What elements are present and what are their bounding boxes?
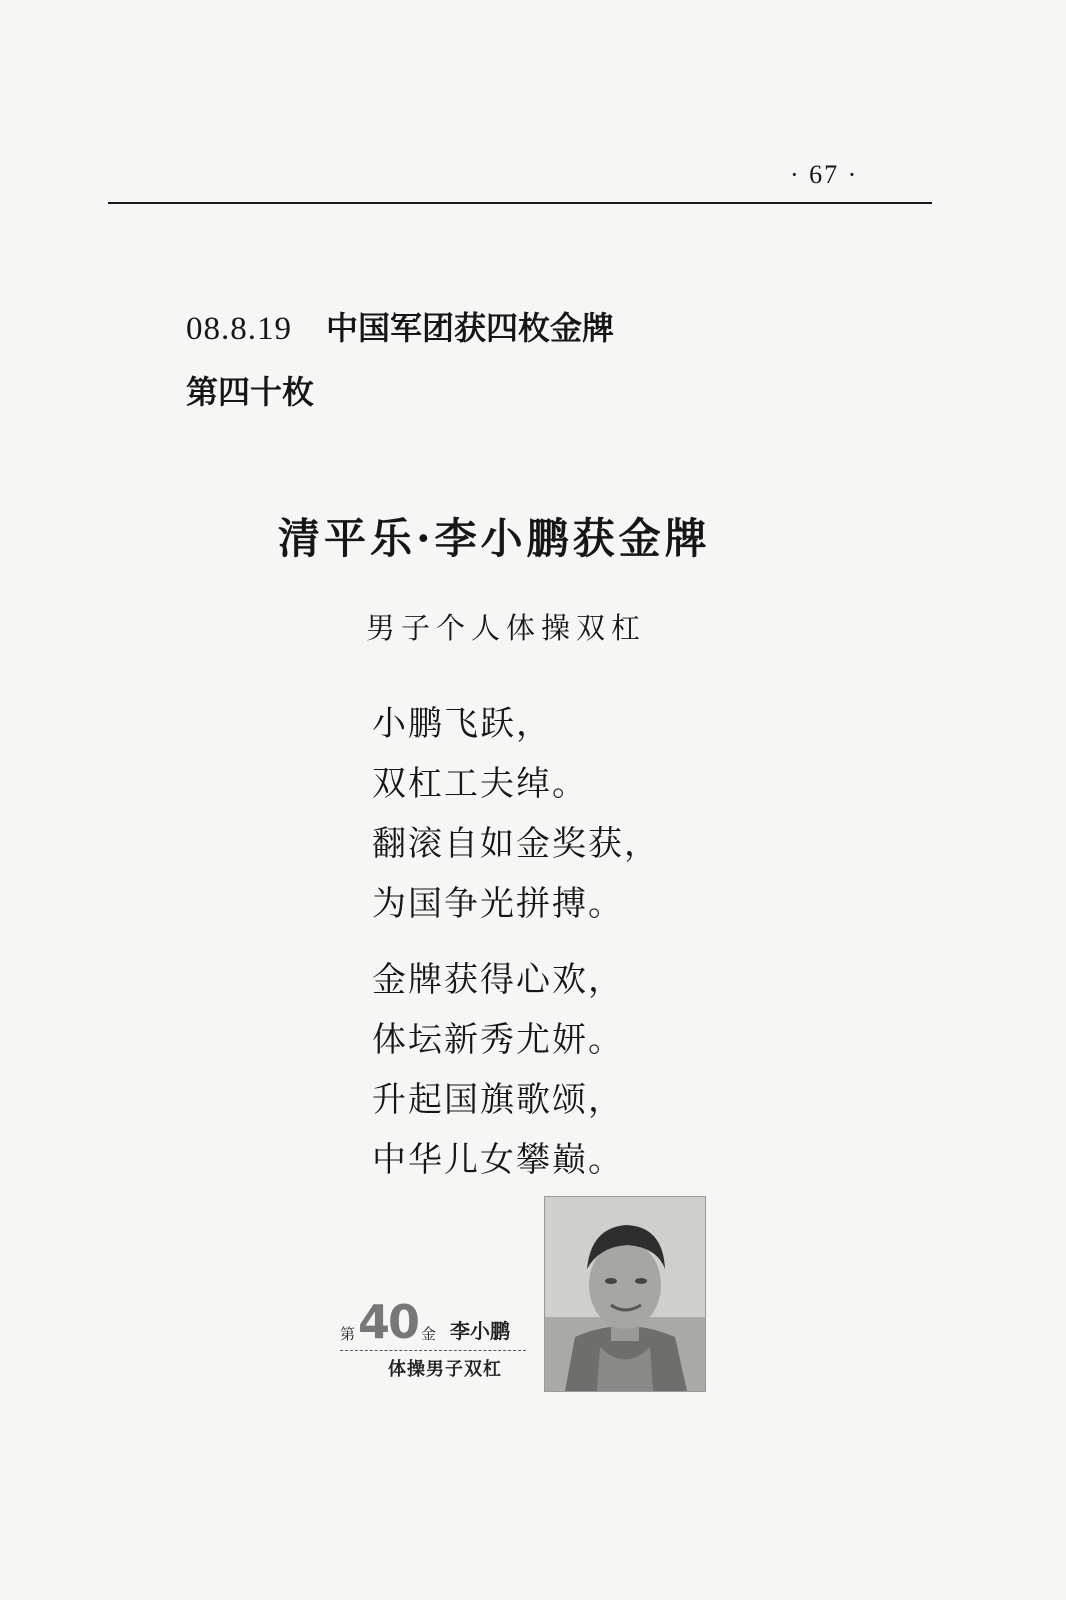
athlete-portrait-illustration: [545, 1197, 705, 1391]
poem-line: 小鹏飞跃，: [372, 704, 552, 744]
entry-date: 08.8.19: [186, 311, 292, 347]
poem-line: 翻滚自如金奖获，: [372, 824, 660, 864]
entry-medal-count: 第四十枚: [186, 373, 315, 411]
entry-heading: [186, 306, 614, 351]
poem-line: 体坛新秀尤妍。: [372, 1020, 624, 1060]
event-name: 体操男子双杠: [388, 1359, 502, 1380]
page-number: · 67 ·: [790, 160, 859, 189]
header-rule: [108, 202, 932, 204]
medal-suffix: 金: [421, 1325, 437, 1343]
medal-caption: [340, 1295, 530, 1381]
poem-line: 金牌获得心欢，: [372, 960, 624, 1000]
poem-line: 为国争光拼搏。: [372, 884, 624, 924]
poem-subtitle: 男子个人体操双杠: [366, 611, 647, 645]
athlete-photo: [544, 1196, 706, 1392]
medal-number: 40: [358, 1295, 419, 1349]
athlete-name: 李小鹏: [450, 1319, 511, 1343]
poem-title: 清平乐·李小鹏获金牌: [278, 514, 711, 563]
poem-line: 双杠工夫绰。: [372, 764, 588, 804]
medal-prefix: 第: [340, 1325, 356, 1343]
entry-headline: 中国军团获四枚金牌: [326, 309, 615, 347]
poem-stanza-2: [372, 950, 624, 1190]
poem-line: 升起国旗歌颂，: [372, 1080, 624, 1120]
caption-divider: [340, 1350, 526, 1351]
poem-line: 中华儿女攀巅。: [372, 1140, 624, 1180]
poem-stanza-1: [372, 694, 660, 934]
